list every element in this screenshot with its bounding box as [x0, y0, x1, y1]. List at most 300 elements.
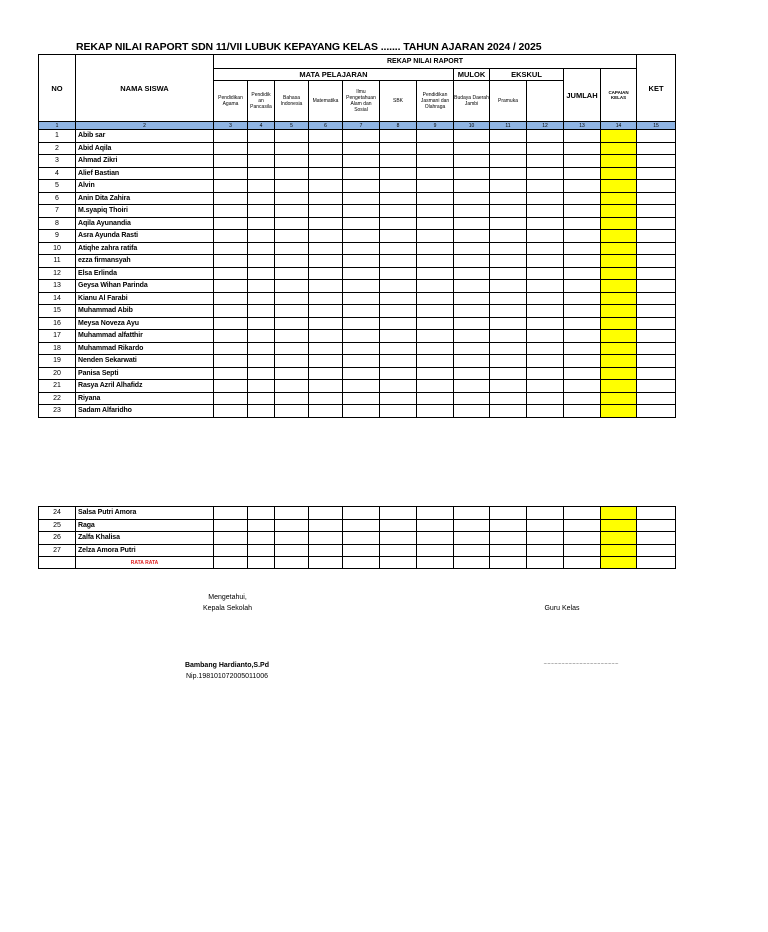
grade-cell[interactable] — [380, 242, 417, 255]
grade-cell[interactable] — [527, 280, 564, 293]
grade-cell[interactable] — [248, 355, 275, 368]
grade-cell[interactable] — [214, 392, 248, 405]
grade-cell[interactable] — [564, 230, 601, 243]
grade-cell[interactable] — [248, 230, 275, 243]
grade-cell[interactable] — [417, 355, 454, 368]
grade-cell[interactable] — [309, 305, 343, 318]
grade-cell[interactable] — [637, 367, 676, 380]
capaian-cell[interactable] — [601, 519, 637, 532]
grade-cell[interactable] — [248, 367, 275, 380]
grade-cell[interactable] — [490, 267, 527, 280]
grade-cell[interactable] — [527, 405, 564, 418]
grade-cell[interactable] — [343, 192, 380, 205]
grade-cell[interactable] — [527, 217, 564, 230]
grade-cell[interactable] — [564, 532, 601, 545]
grade-cell[interactable] — [527, 180, 564, 193]
grade-cell[interactable] — [214, 205, 248, 218]
grade-cell[interactable] — [343, 142, 380, 155]
grade-cell[interactable] — [380, 255, 417, 268]
grade-cell[interactable] — [490, 180, 527, 193]
grade-cell[interactable] — [637, 230, 676, 243]
capaian-cell[interactable] — [601, 532, 637, 545]
grade-cell[interactable] — [454, 305, 490, 318]
grade-cell[interactable] — [309, 392, 343, 405]
grade-cell[interactable] — [343, 392, 380, 405]
grade-cell[interactable] — [637, 392, 676, 405]
grade-cell[interactable] — [490, 330, 527, 343]
grade-cell[interactable] — [527, 317, 564, 330]
grade-cell[interactable] — [214, 217, 248, 230]
grade-cell[interactable] — [275, 519, 309, 532]
grade-cell[interactable] — [564, 142, 601, 155]
capaian-cell[interactable] — [601, 507, 637, 520]
grade-cell[interactable] — [564, 507, 601, 520]
grade-cell[interactable] — [214, 317, 248, 330]
grade-cell[interactable] — [248, 292, 275, 305]
grade-cell[interactable] — [564, 342, 601, 355]
grade-cell[interactable] — [214, 142, 248, 155]
grade-cell[interactable] — [380, 230, 417, 243]
grade-cell[interactable] — [275, 342, 309, 355]
grade-cell[interactable] — [380, 392, 417, 405]
grade-cell[interactable] — [490, 292, 527, 305]
grade-cell[interactable] — [343, 355, 380, 368]
grade-cell[interactable] — [527, 192, 564, 205]
capaian-cell[interactable] — [601, 267, 637, 280]
capaian-cell[interactable] — [601, 217, 637, 230]
grade-cell[interactable] — [380, 205, 417, 218]
grade-cell[interactable] — [248, 280, 275, 293]
capaian-cell[interactable] — [601, 392, 637, 405]
grade-cell[interactable] — [214, 280, 248, 293]
grade-cell[interactable] — [490, 355, 527, 368]
grade-cell[interactable] — [214, 130, 248, 143]
capaian-cell[interactable] — [601, 544, 637, 557]
grade-cell[interactable] — [343, 230, 380, 243]
grade-cell[interactable] — [380, 405, 417, 418]
grade-cell[interactable] — [309, 205, 343, 218]
grade-cell[interactable] — [248, 519, 275, 532]
grade-cell[interactable] — [214, 405, 248, 418]
grade-cell[interactable] — [380, 330, 417, 343]
grade-cell[interactable] — [417, 205, 454, 218]
grade-cell[interactable] — [637, 205, 676, 218]
grade-cell[interactable] — [309, 130, 343, 143]
grade-cell[interactable] — [527, 507, 564, 520]
grade-cell[interactable] — [490, 367, 527, 380]
grade-cell[interactable] — [275, 280, 309, 293]
capaian-cell[interactable] — [601, 167, 637, 180]
grade-cell[interactable] — [214, 532, 248, 545]
grade-cell[interactable] — [454, 292, 490, 305]
grade-cell[interactable] — [309, 342, 343, 355]
grade-cell[interactable] — [343, 519, 380, 532]
grade-cell[interactable] — [454, 330, 490, 343]
grade-cell[interactable] — [380, 167, 417, 180]
grade-cell[interactable] — [637, 242, 676, 255]
grade-cell[interactable] — [214, 544, 248, 557]
grade-cell[interactable] — [637, 155, 676, 168]
grade-cell[interactable] — [490, 205, 527, 218]
grade-cell[interactable] — [637, 507, 676, 520]
grade-cell[interactable] — [275, 392, 309, 405]
grade-cell[interactable] — [417, 405, 454, 418]
grade-cell[interactable] — [275, 130, 309, 143]
grade-cell[interactable] — [275, 155, 309, 168]
grade-cell[interactable] — [527, 342, 564, 355]
grade-cell[interactable] — [564, 405, 601, 418]
grade-cell[interactable] — [380, 507, 417, 520]
grade-cell[interactable] — [309, 155, 343, 168]
grade-cell[interactable] — [275, 180, 309, 193]
grade-cell[interactable] — [637, 355, 676, 368]
capaian-cell[interactable] — [601, 342, 637, 355]
grade-cell[interactable] — [380, 155, 417, 168]
grade-cell[interactable] — [248, 217, 275, 230]
grade-cell[interactable] — [417, 130, 454, 143]
grade-cell[interactable] — [454, 142, 490, 155]
grade-cell[interactable] — [637, 380, 676, 393]
grade-cell[interactable] — [380, 280, 417, 293]
grade-cell[interactable] — [343, 130, 380, 143]
grade-cell[interactable] — [417, 280, 454, 293]
grade-cell[interactable] — [275, 532, 309, 545]
capaian-cell[interactable] — [601, 192, 637, 205]
grade-cell[interactable] — [380, 292, 417, 305]
grade-cell[interactable] — [454, 217, 490, 230]
grade-cell[interactable] — [309, 532, 343, 545]
grade-cell[interactable] — [527, 230, 564, 243]
grade-cell[interactable] — [275, 230, 309, 243]
capaian-cell[interactable] — [601, 242, 637, 255]
capaian-cell[interactable] — [601, 180, 637, 193]
grade-cell[interactable] — [309, 292, 343, 305]
grade-cell[interactable] — [343, 380, 380, 393]
grade-cell[interactable] — [564, 180, 601, 193]
grade-cell[interactable] — [309, 355, 343, 368]
grade-cell[interactable] — [637, 255, 676, 268]
grade-cell[interactable] — [343, 532, 380, 545]
grade-cell[interactable] — [637, 130, 676, 143]
grade-cell[interactable] — [527, 242, 564, 255]
grade-cell[interactable] — [564, 292, 601, 305]
grade-cell[interactable] — [309, 544, 343, 557]
grade-cell[interactable] — [343, 242, 380, 255]
grade-cell[interactable] — [417, 544, 454, 557]
grade-cell[interactable] — [380, 367, 417, 380]
capaian-cell[interactable] — [601, 367, 637, 380]
grade-cell[interactable] — [490, 317, 527, 330]
grade-cell[interactable] — [248, 380, 275, 393]
grade-cell[interactable] — [248, 317, 275, 330]
grade-cell[interactable] — [309, 180, 343, 193]
grade-cell[interactable] — [527, 205, 564, 218]
grade-cell[interactable] — [490, 405, 527, 418]
grade-cell[interactable] — [417, 180, 454, 193]
grade-cell[interactable] — [309, 405, 343, 418]
grade-cell[interactable] — [637, 180, 676, 193]
grade-cell[interactable] — [564, 255, 601, 268]
grade-cell[interactable] — [564, 380, 601, 393]
grade-cell[interactable] — [417, 255, 454, 268]
grade-cell[interactable] — [248, 532, 275, 545]
grade-cell[interactable] — [214, 355, 248, 368]
capaian-cell[interactable] — [601, 380, 637, 393]
grade-cell[interactable] — [343, 342, 380, 355]
grade-cell[interactable] — [248, 405, 275, 418]
grade-cell[interactable] — [417, 317, 454, 330]
grade-cell[interactable] — [490, 167, 527, 180]
grade-cell[interactable] — [417, 192, 454, 205]
grade-cell[interactable] — [380, 192, 417, 205]
grade-cell[interactable] — [417, 292, 454, 305]
grade-cell[interactable] — [248, 330, 275, 343]
grade-cell[interactable] — [248, 255, 275, 268]
grade-cell[interactable] — [417, 142, 454, 155]
grade-cell[interactable] — [637, 167, 676, 180]
grade-cell[interactable] — [248, 305, 275, 318]
grade-cell[interactable] — [380, 355, 417, 368]
grade-cell[interactable] — [380, 519, 417, 532]
grade-cell[interactable] — [490, 130, 527, 143]
capaian-cell[interactable] — [601, 355, 637, 368]
grade-cell[interactable] — [248, 392, 275, 405]
grade-cell[interactable] — [454, 180, 490, 193]
grade-cell[interactable] — [417, 217, 454, 230]
grade-cell[interactable] — [309, 242, 343, 255]
grade-cell[interactable] — [564, 192, 601, 205]
grade-cell[interactable] — [490, 142, 527, 155]
grade-cell[interactable] — [454, 205, 490, 218]
grade-cell[interactable] — [490, 507, 527, 520]
capaian-cell[interactable] — [601, 255, 637, 268]
grade-cell[interactable] — [637, 305, 676, 318]
grade-cell[interactable] — [490, 255, 527, 268]
grade-cell[interactable] — [309, 507, 343, 520]
grade-cell[interactable] — [309, 267, 343, 280]
grade-cell[interactable] — [275, 355, 309, 368]
grade-cell[interactable] — [417, 519, 454, 532]
grade-cell[interactable] — [637, 317, 676, 330]
grade-cell[interactable] — [527, 267, 564, 280]
capaian-cell[interactable] — [601, 205, 637, 218]
grade-cell[interactable] — [275, 317, 309, 330]
grade-cell[interactable] — [248, 242, 275, 255]
grade-cell[interactable] — [248, 180, 275, 193]
grade-cell[interactable] — [490, 519, 527, 532]
grade-cell[interactable] — [527, 519, 564, 532]
grade-cell[interactable] — [417, 167, 454, 180]
grade-cell[interactable] — [454, 280, 490, 293]
grade-cell[interactable] — [214, 305, 248, 318]
grade-cell[interactable] — [275, 267, 309, 280]
grade-cell[interactable] — [637, 292, 676, 305]
grade-cell[interactable] — [454, 355, 490, 368]
grade-cell[interactable] — [343, 405, 380, 418]
grade-cell[interactable] — [490, 230, 527, 243]
grade-cell[interactable] — [214, 255, 248, 268]
grade-cell[interactable] — [454, 532, 490, 545]
grade-cell[interactable] — [214, 367, 248, 380]
grade-cell[interactable] — [214, 330, 248, 343]
grade-cell[interactable] — [454, 242, 490, 255]
grade-cell[interactable] — [564, 355, 601, 368]
grade-cell[interactable] — [454, 342, 490, 355]
grade-cell[interactable] — [564, 317, 601, 330]
grade-cell[interactable] — [275, 205, 309, 218]
grade-cell[interactable] — [490, 342, 527, 355]
grade-cell[interactable] — [564, 267, 601, 280]
grade-cell[interactable] — [527, 392, 564, 405]
grade-cell[interactable] — [417, 267, 454, 280]
grade-cell[interactable] — [343, 280, 380, 293]
grade-cell[interactable] — [248, 544, 275, 557]
grade-cell[interactable] — [527, 155, 564, 168]
grade-cell[interactable] — [248, 167, 275, 180]
grade-cell[interactable] — [564, 544, 601, 557]
grade-cell[interactable] — [527, 380, 564, 393]
grade-cell[interactable] — [637, 405, 676, 418]
grade-cell[interactable] — [417, 242, 454, 255]
grade-cell[interactable] — [527, 130, 564, 143]
grade-cell[interactable] — [417, 155, 454, 168]
grade-cell[interactable] — [248, 507, 275, 520]
grade-cell[interactable] — [454, 544, 490, 557]
grade-cell[interactable] — [564, 242, 601, 255]
grade-cell[interactable] — [380, 305, 417, 318]
grade-cell[interactable] — [343, 292, 380, 305]
grade-cell[interactable] — [637, 544, 676, 557]
grade-cell[interactable] — [214, 167, 248, 180]
grade-cell[interactable] — [275, 192, 309, 205]
grade-cell[interactable] — [564, 392, 601, 405]
grade-cell[interactable] — [454, 167, 490, 180]
grade-cell[interactable] — [380, 342, 417, 355]
grade-cell[interactable] — [275, 544, 309, 557]
grade-cell[interactable] — [214, 155, 248, 168]
grade-cell[interactable] — [454, 519, 490, 532]
grade-cell[interactable] — [564, 367, 601, 380]
grade-cell[interactable] — [637, 532, 676, 545]
grade-cell[interactable] — [343, 167, 380, 180]
grade-cell[interactable] — [380, 267, 417, 280]
grade-cell[interactable] — [275, 217, 309, 230]
grade-cell[interactable] — [637, 217, 676, 230]
grade-cell[interactable] — [454, 367, 490, 380]
grade-cell[interactable] — [275, 405, 309, 418]
grade-cell[interactable] — [637, 342, 676, 355]
grade-cell[interactable] — [564, 155, 601, 168]
grade-cell[interactable] — [417, 342, 454, 355]
grade-cell[interactable] — [527, 305, 564, 318]
grade-cell[interactable] — [275, 330, 309, 343]
grade-cell[interactable] — [490, 155, 527, 168]
grade-cell[interactable] — [309, 167, 343, 180]
grade-cell[interactable] — [527, 292, 564, 305]
grade-cell[interactable] — [490, 305, 527, 318]
grade-cell[interactable] — [309, 192, 343, 205]
grade-cell[interactable] — [248, 130, 275, 143]
grade-cell[interactable] — [417, 532, 454, 545]
grade-cell[interactable] — [454, 255, 490, 268]
grade-cell[interactable] — [527, 367, 564, 380]
grade-cell[interactable] — [214, 192, 248, 205]
grade-cell[interactable] — [637, 330, 676, 343]
grade-cell[interactable] — [417, 230, 454, 243]
grade-cell[interactable] — [637, 142, 676, 155]
grade-cell[interactable] — [275, 305, 309, 318]
grade-cell[interactable] — [490, 380, 527, 393]
grade-cell[interactable] — [214, 230, 248, 243]
grade-cell[interactable] — [214, 180, 248, 193]
grade-cell[interactable] — [490, 242, 527, 255]
capaian-cell[interactable] — [601, 305, 637, 318]
capaian-cell[interactable] — [601, 142, 637, 155]
grade-cell[interactable] — [454, 230, 490, 243]
grade-cell[interactable] — [380, 317, 417, 330]
grade-cell[interactable] — [380, 217, 417, 230]
grade-cell[interactable] — [309, 380, 343, 393]
grade-cell[interactable] — [564, 217, 601, 230]
grade-cell[interactable] — [343, 155, 380, 168]
grade-cell[interactable] — [309, 280, 343, 293]
grade-cell[interactable] — [564, 167, 601, 180]
grade-cell[interactable] — [637, 519, 676, 532]
grade-cell[interactable] — [454, 380, 490, 393]
grade-cell[interactable] — [527, 167, 564, 180]
capaian-cell[interactable] — [601, 280, 637, 293]
grade-cell[interactable] — [637, 280, 676, 293]
grade-cell[interactable] — [454, 507, 490, 520]
grade-cell[interactable] — [343, 330, 380, 343]
grade-cell[interactable] — [417, 392, 454, 405]
grade-cell[interactable] — [527, 255, 564, 268]
grade-cell[interactable] — [564, 305, 601, 318]
grade-cell[interactable] — [343, 255, 380, 268]
grade-cell[interactable] — [564, 519, 601, 532]
grade-cell[interactable] — [380, 142, 417, 155]
grade-cell[interactable] — [214, 380, 248, 393]
grade-cell[interactable] — [527, 142, 564, 155]
grade-cell[interactable] — [275, 242, 309, 255]
grade-cell[interactable] — [490, 532, 527, 545]
grade-cell[interactable] — [275, 292, 309, 305]
grade-cell[interactable] — [343, 267, 380, 280]
grade-cell[interactable] — [564, 130, 601, 143]
grade-cell[interactable] — [343, 205, 380, 218]
grade-cell[interactable] — [564, 330, 601, 343]
grade-cell[interactable] — [343, 544, 380, 557]
grade-cell[interactable] — [454, 405, 490, 418]
grade-cell[interactable] — [309, 330, 343, 343]
capaian-cell[interactable] — [601, 292, 637, 305]
grade-cell[interactable] — [275, 367, 309, 380]
grade-cell[interactable] — [309, 142, 343, 155]
grade-cell[interactable] — [214, 519, 248, 532]
grade-cell[interactable] — [309, 317, 343, 330]
capaian-cell[interactable] — [601, 130, 637, 143]
grade-cell[interactable] — [343, 507, 380, 520]
grade-cell[interactable] — [527, 355, 564, 368]
grade-cell[interactable] — [309, 367, 343, 380]
grade-cell[interactable] — [380, 544, 417, 557]
capaian-cell[interactable] — [601, 317, 637, 330]
grade-cell[interactable] — [214, 267, 248, 280]
grade-cell[interactable] — [564, 280, 601, 293]
grade-cell[interactable] — [248, 205, 275, 218]
grade-cell[interactable] — [343, 367, 380, 380]
capaian-cell[interactable] — [601, 330, 637, 343]
